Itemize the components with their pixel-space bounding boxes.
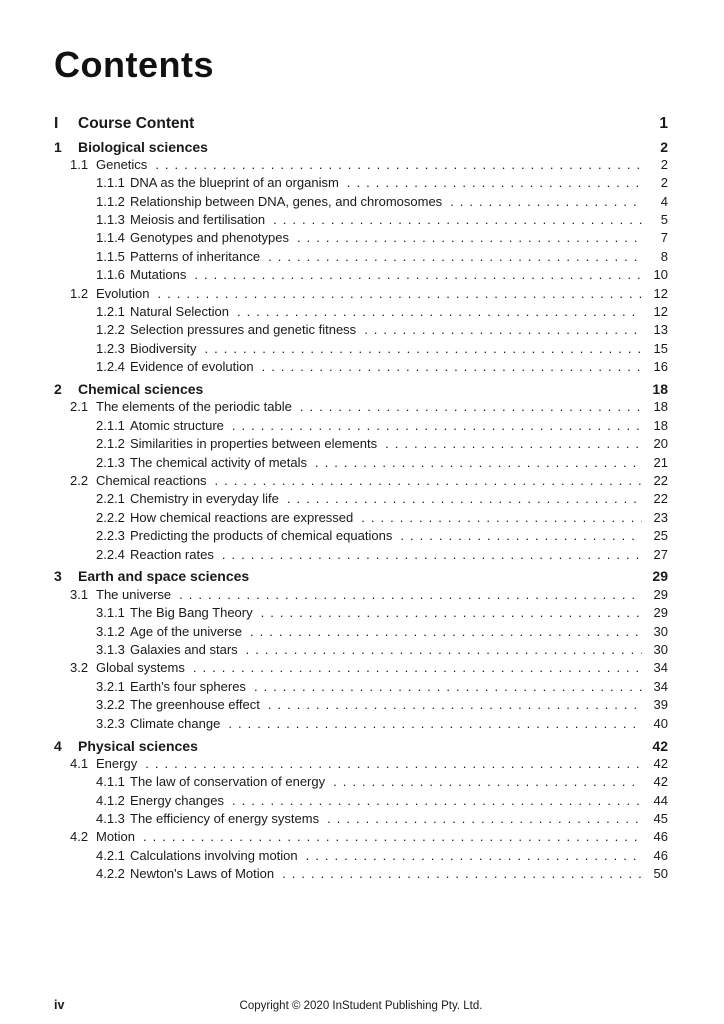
toc-entry-2-2-3 [54,527,668,545]
entry-title: Biological sciences [78,138,208,155]
toc-entry-4-1-2 [54,792,668,810]
toc-entry-2-1 [54,398,668,416]
entry-number: 2.1.3 [96,454,125,470]
entry-title: The elements of the periodic table [96,399,292,415]
entry-page-number: 40 [653,715,668,731]
entry-number: 2.2 [70,473,89,489]
entry-page-number: 25 [653,528,668,544]
entry-number: 3.1.1 [96,605,125,621]
entry-page-number: 4 [660,193,668,209]
entry-title: Earth and space sciences [78,568,250,585]
toc-entry-1-1-5 [54,248,668,266]
toc-entry-1-1-6 [54,266,668,284]
entry-page-number: 30 [653,642,668,658]
entry-number: 2.2.2 [96,509,125,525]
entry-page-number: 15 [653,340,668,356]
dot-leader [250,623,642,641]
toc-entry-1-2-3 [54,340,668,358]
dot-leader [232,417,642,435]
entry-title: Galaxies and stars [130,642,238,658]
entry-title: Reaction rates [130,546,214,562]
toc-entry-3-1-2 [54,623,668,641]
page-footer [54,999,668,1013]
entry-number: 3.1 [70,586,89,602]
dot-leader [194,266,642,284]
entry-number: 3 [54,568,62,585]
table-of-contents [54,113,668,884]
dot-leader [268,248,642,266]
entry-title: Genetics [96,156,148,172]
entry-page-number: 23 [653,509,668,525]
dot-leader [145,755,642,773]
entry-title: Earth's four spheres [130,678,246,694]
entry-number: 1.2.1 [96,304,125,320]
entry-page-number: 44 [653,792,668,808]
entry-title: Newton's Laws of Motion [130,866,275,882]
entry-page-number: 27 [653,546,668,562]
entry-title: Global systems [96,660,185,676]
dot-leader [222,546,642,564]
entry-page-number: 30 [653,623,668,639]
entry-title: Biodiversity [130,340,197,356]
dot-leader [297,229,642,247]
toc-entry-2-2 [54,472,668,490]
entry-number: 2.2.3 [96,528,125,544]
entry-page-number: 2 [660,138,668,155]
toc-entry-2 [54,380,668,398]
entry-number: 4.1.1 [96,774,125,790]
toc-entry-1-2-1 [54,303,668,321]
entry-number: 2.2.4 [96,546,125,562]
dot-leader [327,810,642,828]
entry-number: I [54,115,59,132]
dot-leader [450,193,642,211]
entry-title: DNA as the blueprint of an organism [130,175,339,191]
entry-page-number: 29 [652,568,668,585]
entry-title: Meiosis and fertilisation [130,212,266,228]
entry-number: 1.2 [70,285,89,301]
entry-title: Predicting the products of chemical equations [130,528,393,544]
toc-entry-2-1-2 [54,435,668,453]
entry-number: 3.2.2 [96,697,125,713]
dot-leader [282,865,642,883]
entry-title: The chemical activity of metals [130,454,308,470]
entry-number: 2 [54,381,62,398]
page-content [54,0,668,884]
entry-number: 1.1.4 [96,230,125,246]
toc-entry-3-2 [54,659,668,677]
folio-page-number: iv [54,998,65,1012]
entry-page-number: 2 [660,156,668,172]
toc-entry-1-1-2 [54,193,668,211]
dot-leader [400,527,642,545]
entry-page-number: 2 [660,175,668,191]
entry-page-number: 46 [653,829,668,845]
entry-number: 4.1.2 [96,792,125,808]
entry-number: 3.2.3 [96,715,125,731]
toc-entry-1-1-1 [54,174,668,192]
entry-title: Atomic structure [130,417,224,433]
entry-page-number: 22 [653,473,668,489]
entry-title: Natural Selection [130,304,229,320]
dot-leader [361,509,642,527]
entry-number: 1.2.2 [96,322,125,338]
entry-number: 2.1 [70,399,89,415]
toc-entry-2-1-1 [54,417,668,435]
toc-entry-1 [54,138,668,156]
entry-title: Course Content [78,115,195,132]
entry-page-number: 5 [660,212,668,228]
toc-entry-1-1-3 [54,211,668,229]
entry-title: The law of conservation of energy [130,774,326,790]
toc-entry-3-2-1 [54,678,668,696]
entry-page-number: 39 [653,697,668,713]
entry-number: 4.2.1 [96,847,125,863]
entry-title: Physical sciences [78,737,198,754]
dot-leader [143,828,642,846]
toc-entry-4-2-2 [54,865,668,883]
toc-entry-4-1-3 [54,810,668,828]
dot-leader [261,604,642,622]
dot-leader [204,340,642,358]
entry-title: Energy changes [130,792,224,808]
entry-title: Age of the universe [130,623,243,639]
entry-title: The greenhouse effect [130,697,260,713]
dot-leader [347,174,642,192]
dot-leader [215,472,642,490]
dot-leader [246,641,642,659]
entry-page-number: 22 [653,491,668,507]
toc-entry-4-2 [54,828,668,846]
entry-page-number: 21 [653,454,668,470]
entry-title: Selection pressures and genetic fitness [130,322,357,338]
dot-leader [300,398,642,416]
entry-title: Evidence of evolution [130,359,254,375]
dot-leader [228,715,642,733]
entry-title: How chemical reactions are expressed [130,509,354,525]
entry-page-number: 18 [653,399,668,415]
entry-number: 1.2.4 [96,359,125,375]
dot-leader [306,847,642,865]
entry-title: Relationship between DNA, genes, and chromosomes [130,193,443,209]
entry-page-number: 29 [653,605,668,621]
entry-page-number: 46 [653,847,668,863]
entry-page-number: 1 [659,115,668,132]
toc-entry-3-1-1 [54,604,668,622]
entry-number: 2.1.2 [96,436,125,452]
dot-leader [179,586,642,604]
toc-entry-2-2-4 [54,546,668,564]
toc-entry-3 [54,567,668,585]
entry-page-number: 13 [653,322,668,338]
toc-entry-1-2-4 [54,358,668,376]
entry-title: Similarities in properties between elements [130,436,378,452]
entry-number: 4.1 [70,755,89,771]
entry-title: Mutations [130,267,187,283]
entry-number: 1.1.6 [96,267,125,283]
entry-title: Genotypes and phenotypes [130,230,290,246]
entry-number: 1.1.2 [96,193,125,209]
toc-entry-4-1-1 [54,773,668,791]
entry-page-number: 18 [652,381,668,398]
entry-title: Chemical sciences [78,381,204,398]
toc-entry-1-1 [54,156,668,174]
toc-entry-3-1 [54,586,668,604]
entry-title: Calculations involving motion [130,847,298,863]
entry-number: 3.1.3 [96,642,125,658]
entry-title: Evolution [96,285,150,301]
entry-page-number: 34 [653,678,668,694]
dot-leader [364,321,642,339]
entry-number: 2.1.1 [96,417,125,433]
entry-title: The universe [96,586,172,602]
entry-number: 1.1.1 [96,175,125,191]
entry-page-number: 10 [653,267,668,283]
toc-entry-3-1-3 [54,641,668,659]
dot-leader [193,659,642,677]
dot-leader [315,454,642,472]
entry-number: 1.2.3 [96,340,125,356]
entry-title: The Big Bang Theory [130,605,253,621]
entry-title: Climate change [130,715,221,731]
toc-entry-4 [54,737,668,755]
entry-number: 4.2.2 [96,866,125,882]
toc-entry-3-2-3 [54,715,668,733]
toc-entry-1-2-2 [54,321,668,339]
page-title: Contents [54,44,214,85]
dot-leader [254,678,642,696]
entry-page-number: 45 [653,811,668,827]
dot-leader [157,285,642,303]
entry-title: Motion [96,829,136,845]
entry-page-number: 12 [653,285,668,301]
entry-number: 3.2.1 [96,678,125,694]
entry-page-number: 34 [653,660,668,676]
dot-leader [155,156,642,174]
entry-page-number: 42 [652,737,668,754]
entry-number: 1.1.5 [96,248,125,264]
dot-leader [237,303,642,321]
dot-leader [385,435,642,453]
entry-number: 4.2 [70,829,89,845]
entry-page-number: 42 [653,774,668,790]
dot-leader [268,696,642,714]
dot-leader [273,211,642,229]
entry-number: 3.1.2 [96,623,125,639]
entry-number: 1.1.3 [96,212,125,228]
entry-number: 2.2.1 [96,491,125,507]
dot-leader [287,490,642,508]
toc-entry-4-1 [54,755,668,773]
entry-title: The efficiency of energy systems [130,811,320,827]
dot-leader [333,773,642,791]
entry-page-number: 8 [660,248,668,264]
dot-leader [232,792,642,810]
entry-number: 1 [54,138,62,155]
entry-page-number: 20 [653,436,668,452]
toc-entry-2-1-3 [54,454,668,472]
toc-entry-1-1-4 [54,229,668,247]
entry-number: 4.1.3 [96,811,125,827]
toc-entry-2-2-2 [54,509,668,527]
entry-page-number: 42 [653,755,668,771]
entry-page-number: 7 [660,230,668,246]
entry-title: Energy [96,755,138,771]
toc-entry-I [54,113,668,134]
dot-leader [262,358,642,376]
entry-number: 4 [54,737,62,754]
entry-number: 3.2 [70,660,89,676]
entry-page-number: 50 [653,866,668,882]
entry-title: Chemical reactions [96,473,207,489]
entry-page-number: 18 [653,417,668,433]
toc-entry-2-2-1 [54,490,668,508]
toc-entry-3-2-2 [54,696,668,714]
entry-title: Patterns of inheritance [130,248,261,264]
entry-page-number: 16 [653,359,668,375]
entry-page-number: 12 [653,304,668,320]
toc-entry-1-2 [54,285,668,303]
entry-page-number: 29 [653,586,668,602]
entry-title: Chemistry in everyday life [130,491,279,507]
toc-entry-4-2-1 [54,847,668,865]
copyright-text: Copyright © 2020 InStudent Publishing Pty. Ltd. [239,1000,483,1012]
entry-number: 1.1 [70,156,89,172]
